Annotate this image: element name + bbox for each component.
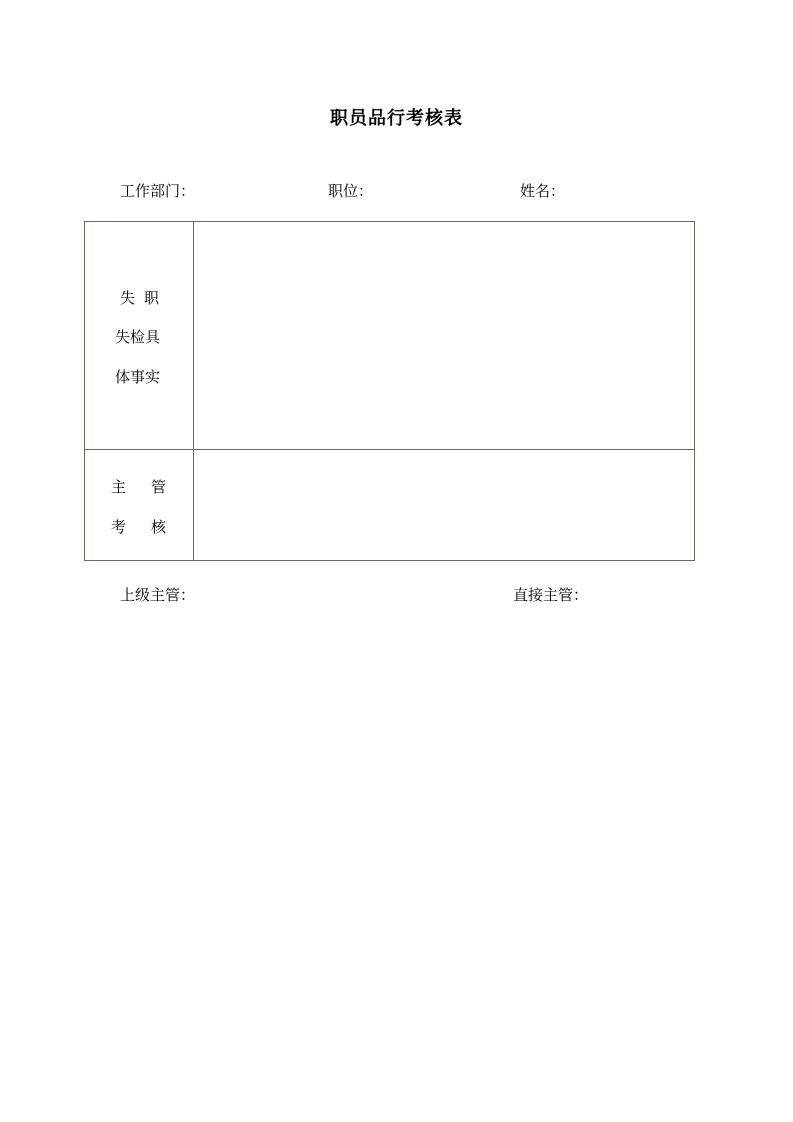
supervisor-review-cell[interactable] (194, 450, 694, 560)
misconduct-facts-cell[interactable] (194, 222, 694, 448)
department-field-label: 工作部门： (120, 182, 196, 200)
position-field-label: 职位： (328, 182, 374, 200)
misconduct-label-line-3: 体事实 (115, 368, 161, 386)
supervisor-review-label-line-1: 主 管 (111, 478, 167, 496)
misconduct-label-line-1: 失 职 (120, 289, 160, 307)
senior-supervisor-field-label: 上级主管： (120, 586, 196, 604)
page-title: 职员品行考核表 (330, 108, 463, 129)
name-field-label: 姓名： (520, 182, 566, 200)
direct-supervisor-field-label: 直接主管： (513, 586, 589, 604)
supervisor-review-label-line-2: 考 核 (111, 518, 167, 536)
evaluation-table (84, 221, 695, 561)
misconduct-label-line-2: 失检具 (115, 328, 161, 346)
